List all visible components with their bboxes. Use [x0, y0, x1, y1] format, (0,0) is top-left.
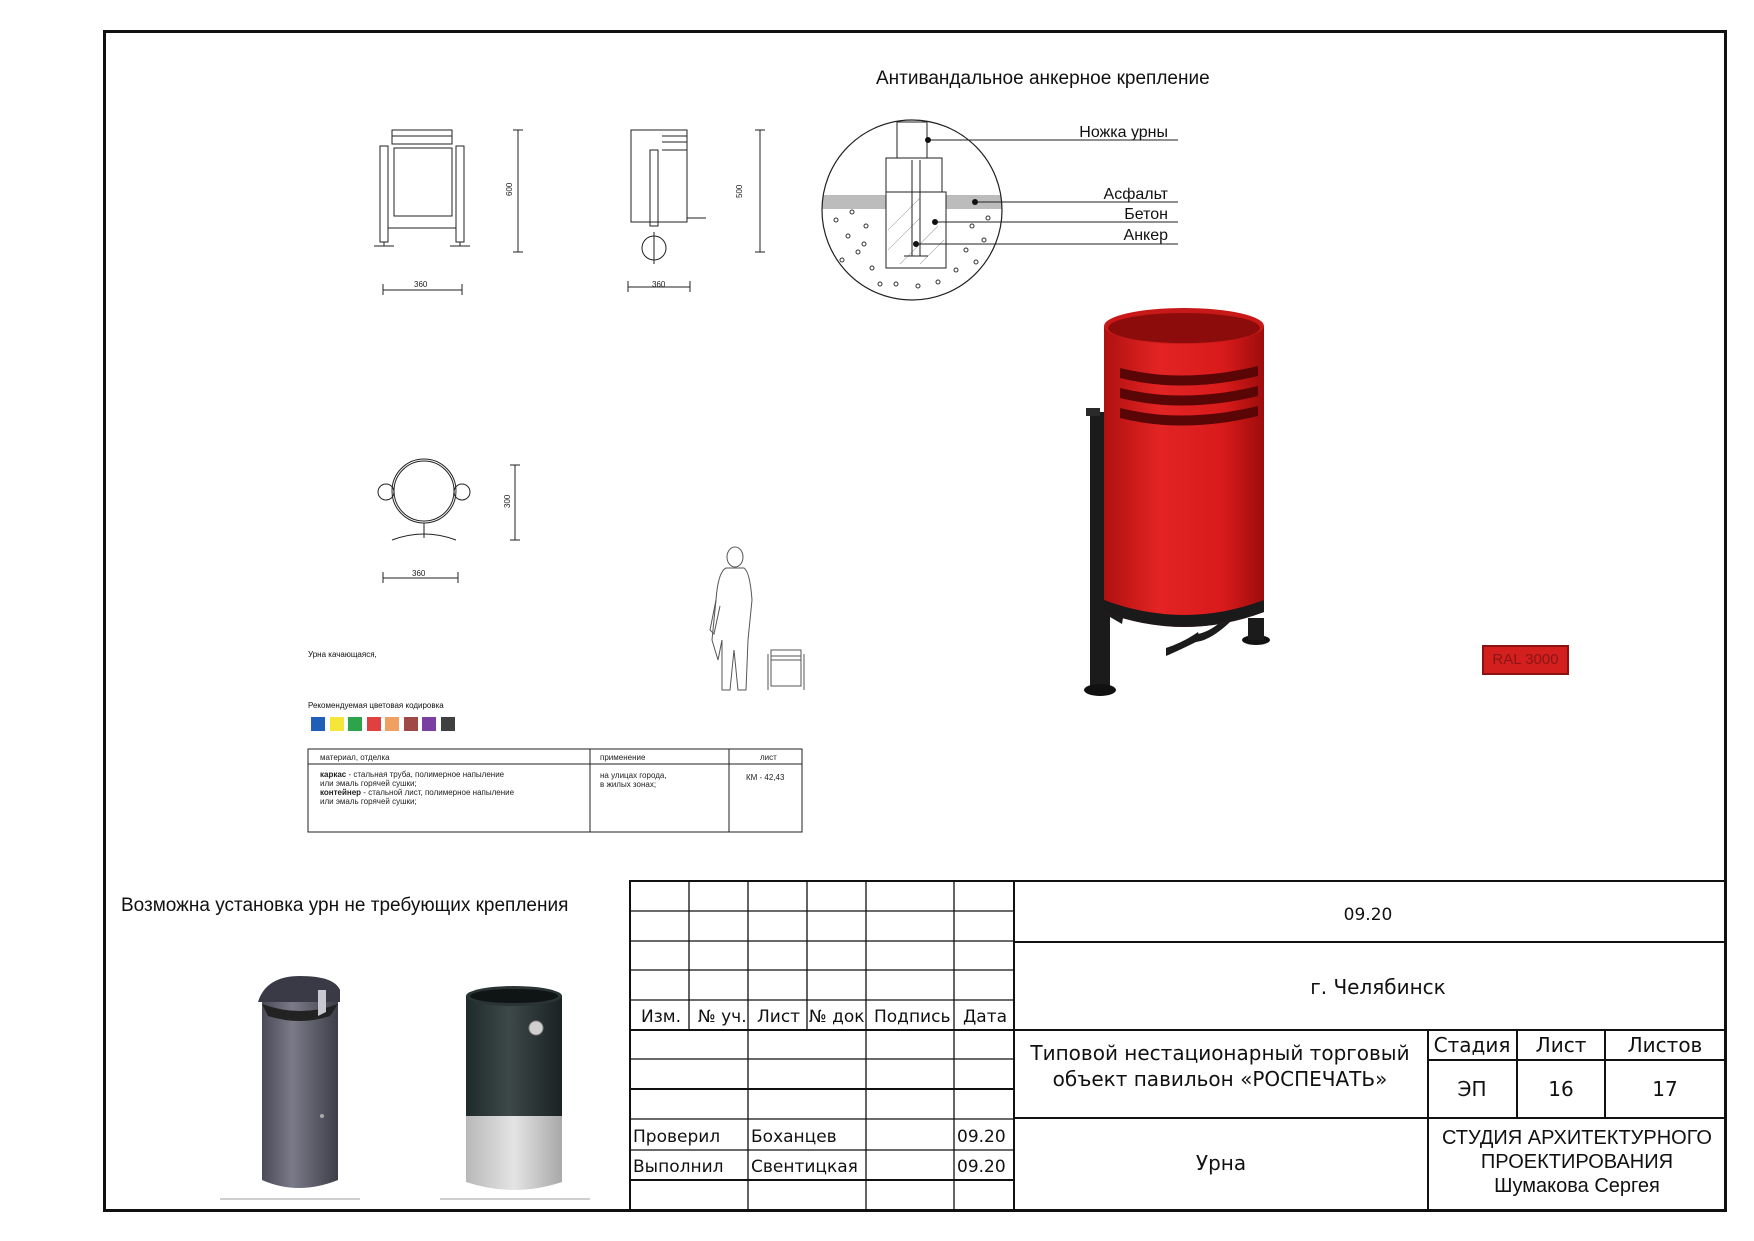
anchor-label-asphalt: Асфальт: [1103, 186, 1168, 203]
col-list: Лист: [757, 1007, 801, 1027]
color-swatch: [311, 717, 325, 731]
spec-header-application: применение: [600, 753, 646, 762]
front-width-dim: 360: [414, 280, 428, 289]
ral-color-badge: RAL 3000: [1482, 645, 1569, 675]
studio-line2: ПРОЕКТИРОВАНИЯ: [1480, 1151, 1674, 1173]
checked-date: 09.20: [957, 1127, 1006, 1147]
front-height-dim: 600: [505, 182, 514, 196]
sheets-value: 17: [1652, 1077, 1678, 1101]
spec-header-sheet: лист: [760, 753, 777, 762]
city: г. Челябинск: [1310, 975, 1446, 999]
col-izm: Изм.: [641, 1007, 681, 1027]
spec-material-bold-2: контейнер: [320, 788, 362, 797]
done-date: 09.20: [957, 1157, 1006, 1177]
anchor-label-leg: Ножка урны: [1079, 124, 1168, 141]
col-podpis: Подпись: [874, 1007, 951, 1027]
color-coding-title: Рекомендуемая цветовая кодировка: [308, 701, 444, 710]
sheet-label: Лист: [1535, 1033, 1587, 1057]
top-depth-dim: 300: [503, 494, 512, 508]
col-ndok: № док: [809, 1007, 865, 1027]
project-title-line2: объект павильон «РОСПЕЧАТЬ»: [1052, 1067, 1388, 1091]
stage-label: Стадия: [1433, 1033, 1511, 1057]
spec-material-rest-0: - стальная труба, полимерное напыление: [346, 770, 505, 779]
product-caption: Урна качающаяся,: [308, 650, 377, 659]
spec-material-rest-3: или эмаль горячей сушки;: [320, 797, 417, 806]
color-swatch: [367, 717, 381, 731]
studio-line1: СТУДИЯ АРХИТЕКТУРНОГО: [1442, 1127, 1712, 1149]
side-width-dim: 360: [652, 280, 666, 289]
drawing-frame: [103, 30, 1727, 1212]
checked-role: Проверил: [633, 1127, 721, 1147]
color-swatch: [441, 717, 455, 731]
anchor-label-anchor: Анкер: [1123, 227, 1168, 244]
done-name: Свентицкая: [751, 1157, 858, 1177]
col-data: Дата: [963, 1007, 1008, 1027]
spec-material-rest-1: или эмаль горячей сушки;: [320, 779, 417, 788]
col-nuch: № уч.: [698, 1007, 747, 1027]
drawing-name: Урна: [1195, 1151, 1247, 1175]
color-swatch: [404, 717, 418, 731]
color-swatch: [422, 717, 436, 731]
spec-material-bold-0: каркас: [320, 770, 347, 779]
sheet-value: 16: [1548, 1077, 1574, 1101]
spec-application-1: в жилых зонах;: [600, 780, 657, 789]
anchor-detail-title: Антивандальное анкерное крепление: [876, 68, 1210, 89]
color-swatch: [330, 717, 344, 731]
side-height-dim: 500: [735, 184, 744, 198]
spec-application-0: на улицах города,: [600, 771, 667, 780]
anchor-label-concrete: Бетон: [1124, 206, 1168, 223]
color-swatch: [385, 717, 399, 731]
sheets-label: Листов: [1627, 1033, 1703, 1057]
studio-line3: Шумакова Сергея: [1494, 1175, 1660, 1197]
date-code: 09.20: [1343, 905, 1393, 925]
top-width-dim: 360: [412, 569, 426, 578]
done-role: Выполнил: [633, 1157, 724, 1177]
spec-header-material: материал, отделка: [320, 753, 390, 762]
spec-material-rest-2: - стальной лист, полимерное напыление: [361, 788, 515, 797]
alternative-note: Возможна установка урн не требующих крепления: [121, 895, 569, 916]
spec-sheet-value: КМ - 42,43: [746, 773, 785, 782]
stage-value: ЭП: [1457, 1077, 1487, 1101]
color-swatch: [348, 717, 362, 731]
project-title-line1: Типовой нестационарный торговый: [1030, 1041, 1410, 1065]
checked-name: Боханцев: [751, 1127, 837, 1147]
